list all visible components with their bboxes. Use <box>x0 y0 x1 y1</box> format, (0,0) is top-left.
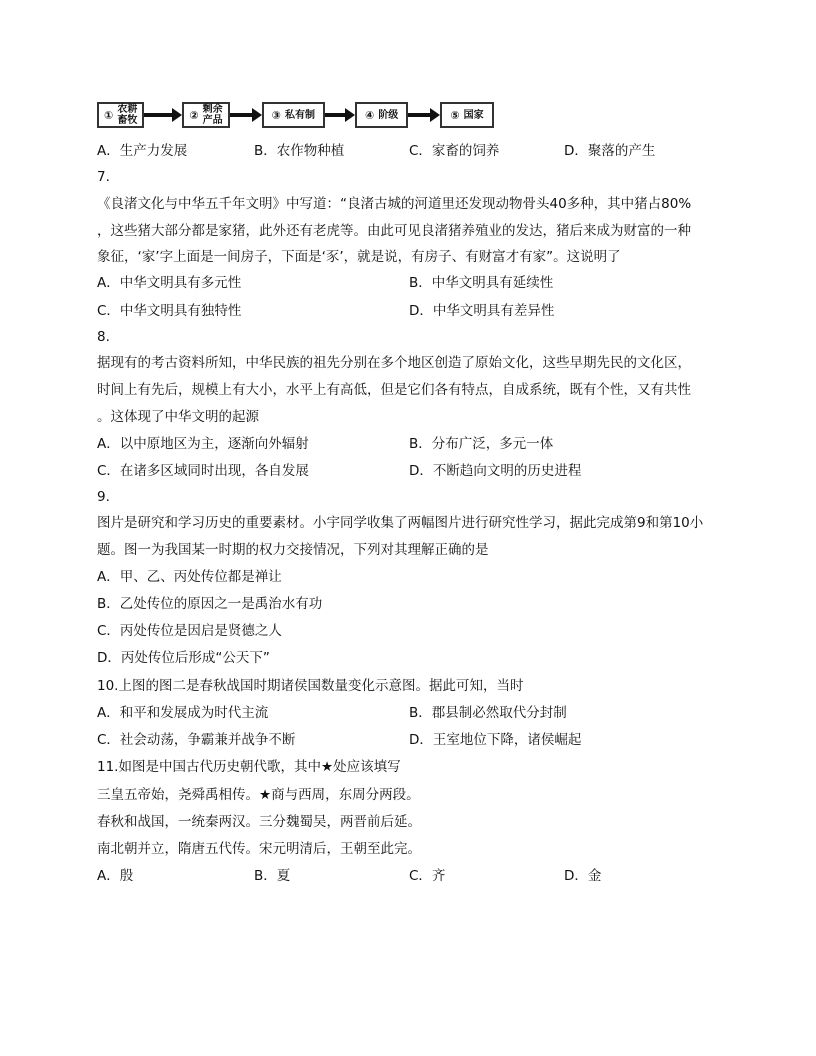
q11-option-d[interactable]: D．金 <box>564 868 602 884</box>
q11-option-b[interactable]: B．夏 <box>254 868 291 884</box>
q10-text: 10.上图的图二是春秋战国时期诸侯国数量变化示意图。据此可知，当时 <box>97 678 524 694</box>
q8-option-a[interactable]: A．以中原地区为主，逐渐向外辐射 <box>97 436 309 452</box>
q9-text-line: 图片是研究和学习历史的重要素材。小宇同学收集了两幅图片进行研究性学习，据此完成第9和第10小 <box>97 515 704 531</box>
q11-option-a[interactable]: A．殷 <box>97 868 134 884</box>
flow-box-number: ⑤ <box>450 108 460 122</box>
flow-box-2 <box>182 102 229 128</box>
q8-option-c[interactable]: C．在诸多区域同时出现，各自发展 <box>97 463 309 479</box>
q10-options-row1 <box>97 703 737 723</box>
q10-option-a[interactable]: A．和平和发展成为时代主流 <box>97 705 269 721</box>
flow-box-label: 国家 <box>463 109 484 121</box>
q11-text: 11.如图是中国古代历史朝代歌，其中★处应该填写 <box>97 759 401 775</box>
q7-option-b[interactable]: B．中华文明具有延续性 <box>409 275 554 291</box>
q9-option-b[interactable]: B．乙处传位的原因之一是禹治水有功 <box>97 596 323 612</box>
q7-text-line: 象征，‘家’字上面是一间房子，下面是‘豕’，就是说，有房子、有财富才有家”。这说明了 <box>97 249 621 265</box>
q6-options <box>97 141 737 161</box>
q8-options-row2 <box>97 461 737 481</box>
flow-box-label: 私有制 <box>284 109 315 121</box>
q8-option-b[interactable]: B．分布广泛，多元一体 <box>409 436 554 452</box>
q8-option-d[interactable]: D．不断趋向文明的历史进程 <box>409 463 582 479</box>
q9-number: 9. <box>97 489 110 505</box>
q10-options-row2 <box>97 730 737 750</box>
q7-number: 7. <box>97 169 110 185</box>
q11-option-c[interactable]: C．齐 <box>409 868 446 884</box>
process-flow-diagram <box>97 100 494 130</box>
q7-text-line: ，这些猪大部分都是家猪，此外还有老虎等。由此可见良渚猪养殖业的发达，猪后来成为财富的一种 <box>97 223 691 239</box>
flow-box-4 <box>355 102 408 128</box>
flow-box-5 <box>440 102 493 128</box>
q6-option-d[interactable]: D．聚落的产生 <box>564 143 656 159</box>
flow-box-label: 畜牧 <box>117 115 138 126</box>
q10-option-b[interactable]: B．郡县制必然取代分封制 <box>409 705 567 721</box>
q8-number: 8. <box>97 329 110 345</box>
q8-text-line: 据现有的考古资料所知，中华民族的祖先分别在多个地区创造了原始文化，这些早期先民的文化区， <box>97 355 691 371</box>
q6-option-c[interactable]: C．家畜的饲养 <box>409 143 500 159</box>
q8-text-line: 。这体现了中华文明的起源 <box>97 409 259 425</box>
q7-option-c[interactable]: C．中华文明具有独特性 <box>97 303 242 319</box>
q11-options <box>97 866 737 886</box>
arrow-right-icon <box>325 102 355 128</box>
arrow-right-icon <box>408 102 440 128</box>
q6-option-a[interactable]: A．生产力发展 <box>97 143 188 159</box>
q11-poem-line: 春秋和战国，一统秦两汉。三分魏蜀吴，两晋前后延。 <box>97 814 421 830</box>
q9-option-d[interactable]: D．丙处传位后形成“公天下” <box>97 650 270 666</box>
flow-box-1 <box>97 102 144 128</box>
q11-poem-line: 三皇五帝始，尧舜禹相传。★商与西周，东周分两段。 <box>97 787 420 803</box>
q9-text-line: 题。图一为我国某一时期的权力交接情况，下列对其理解正确的是 <box>97 542 489 558</box>
q7-options-row2 <box>97 301 737 321</box>
flow-box-number: ④ <box>364 108 375 122</box>
flow-box-number: ② <box>189 108 199 122</box>
q8-text-line: 时间上有先后，规模上有大小，水平上有高低，但是它们各有特点，自成系统，既有个性，又有共性 <box>97 382 691 398</box>
q7-text-line: 《良渚文化与中华五千年文明》中写道：“良渚古城的河道里还发现动物骨头40多种，其中猪占80% <box>97 196 692 212</box>
q8-options-row1 <box>97 434 737 454</box>
q11-poem-line: 南北朝并立，隋唐五代传。宋元明清后，王朝至此完。 <box>97 841 421 857</box>
arrow-right-icon <box>144 102 182 128</box>
flow-box-3 <box>262 102 325 128</box>
flow-box-label: 阶级 <box>378 109 399 121</box>
q10-option-c[interactable]: C．社会动荡，争霸兼并战争不断 <box>97 732 296 748</box>
flow-box-label: 农耕 <box>117 104 138 115</box>
flow-box-label: 产品 <box>202 115 223 126</box>
q6-option-b[interactable]: B．农作物种植 <box>254 143 345 159</box>
q9-option-c[interactable]: C．丙处传位是因启是贤德之人 <box>97 623 282 639</box>
arrow-right-icon <box>230 102 262 128</box>
q9-option-a[interactable]: A．甲、乙、丙处传位都是禅让 <box>97 569 282 585</box>
q7-option-d[interactable]: D．中华文明具有差异性 <box>409 303 555 319</box>
q7-option-a[interactable]: A．中华文明具有多元性 <box>97 275 242 291</box>
flow-box-number: ① <box>104 108 114 122</box>
q10-option-d[interactable]: D．王室地位下降，诸侯崛起 <box>409 732 582 748</box>
flow-box-label: 剩余 <box>202 104 223 115</box>
q7-options-row1 <box>97 273 737 293</box>
flow-box-number: ③ <box>271 108 281 122</box>
